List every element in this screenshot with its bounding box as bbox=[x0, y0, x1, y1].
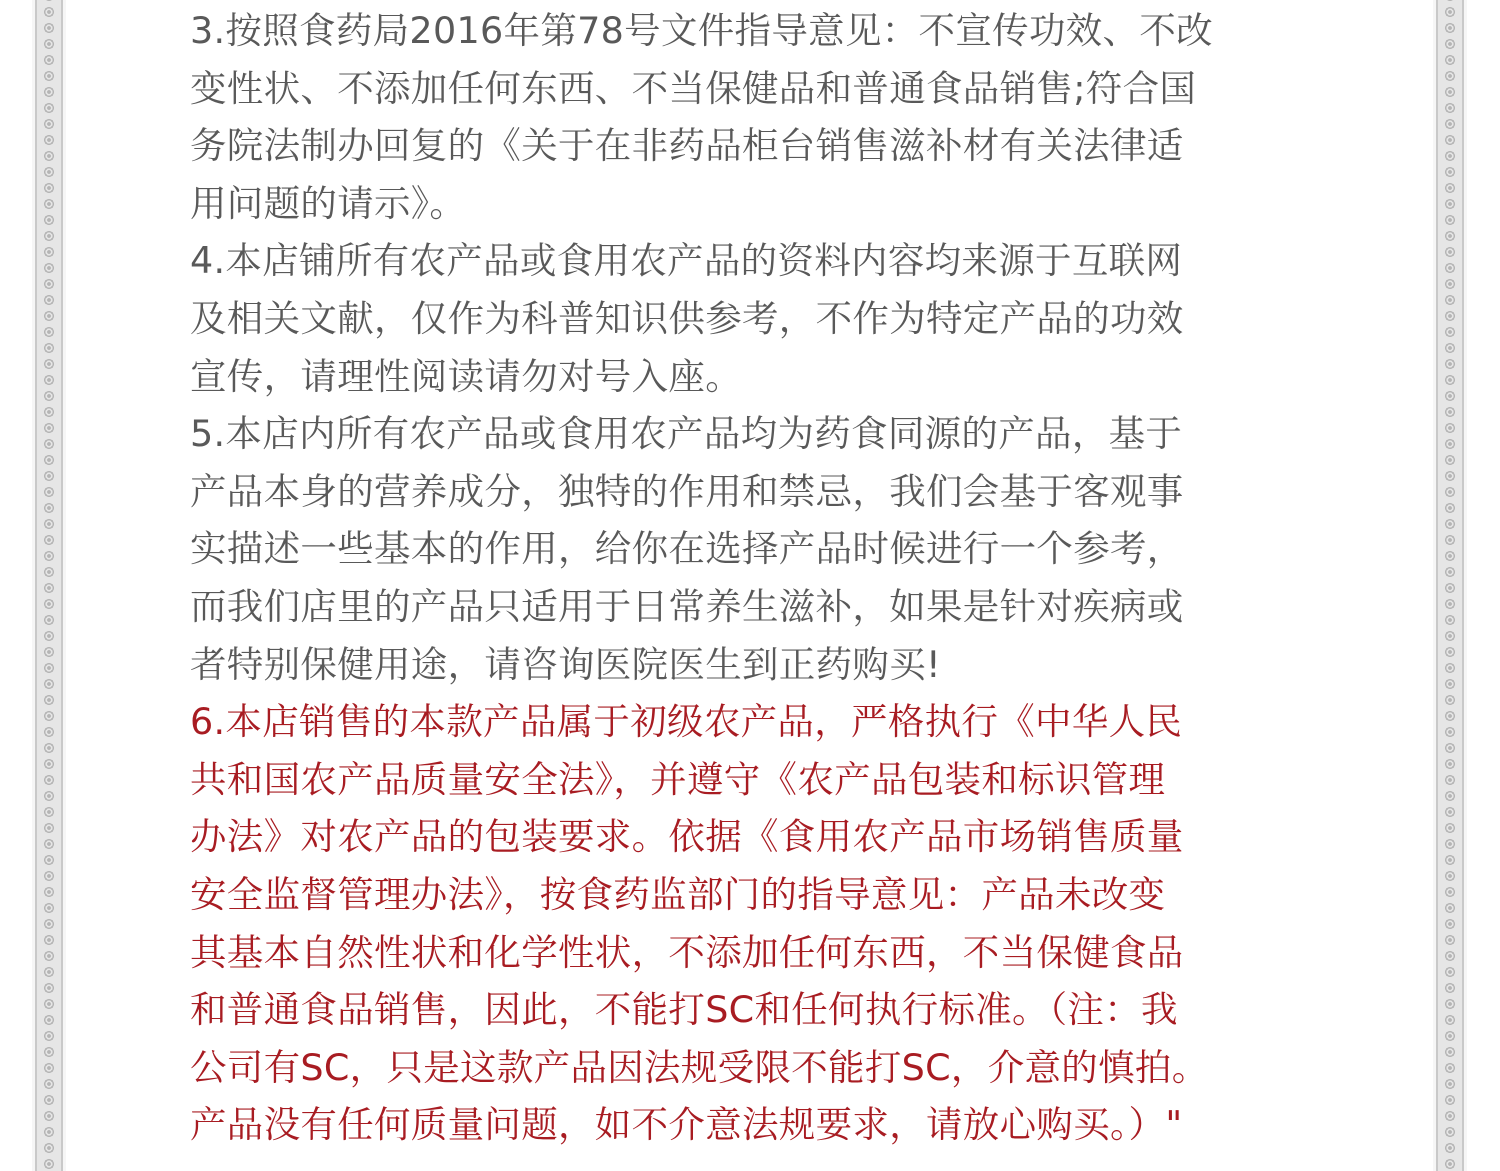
text-line: 变性状、不添加任何东西、不当保健品和普通食品销售;符合国 bbox=[190, 66, 1197, 110]
notice-content bbox=[190, 2, 1325, 1154]
text-line: 宣传，请理性阅读请勿对号入座。 bbox=[190, 354, 742, 398]
notice-item-4 bbox=[190, 232, 1325, 405]
notice-item-3 bbox=[190, 2, 1325, 232]
text-line: 务院法制办回复的《关于在非药品柜台销售滋补材有关法律适 bbox=[190, 124, 1184, 168]
text-line: 者特别保健用途，请咨询医院医生到正药购买! bbox=[190, 642, 941, 686]
text-line: 其基本自然性状和化学性状，不添加任何东西，不当保健食品 bbox=[190, 930, 1184, 974]
text-line: 及相关文献，仅作为科普知识供参考，不作为特定产品的功效 bbox=[190, 296, 1184, 340]
text-line: 用问题的请示》。 bbox=[190, 181, 467, 225]
text-line: 而我们店里的产品只适用于日常养生滋补，如果是针对疾病或 bbox=[190, 584, 1184, 628]
text-line: 产品没有任何质量问题，如不介意法规要求，请放心购买。）" bbox=[190, 1103, 1183, 1147]
text-line: 和普通食品销售，因此，不能打SC和任何执行标准。（注：我 bbox=[190, 988, 1178, 1032]
text-line: 产品本身的营养成分，独特的作用和禁忌，我们会基于客观事 bbox=[190, 469, 1184, 513]
text-line: 4.本店铺所有农产品或食用农产品的资料内容均来源于互联网 bbox=[190, 239, 1183, 283]
text-line: 共和国农产品质量安全法》，并遵守《农产品包装和标识管理 bbox=[190, 757, 1166, 801]
decorative-border-left bbox=[32, 0, 66, 1171]
text-line: 3.按照食药局2016年第78号文件指导意见：不宣传功效、不改 bbox=[190, 9, 1213, 52]
text-line: 安全监督管理办法》，按食药监部门的指导意见：产品未改变 bbox=[190, 872, 1166, 916]
text-line: 公司有SC，只是这款产品因法规受限不能打SC，介意的慎拍。 bbox=[190, 1045, 1209, 1089]
text-line: 实描述一些基本的作用，给你在选择产品时候进行一个参考， bbox=[190, 527, 1184, 571]
text-line: 办法》对农产品的包装要求。依据《食用农产品市场销售质量 bbox=[190, 815, 1184, 859]
text-line: 6.本店销售的本款产品属于初级农产品，严格执行《中华人民 bbox=[190, 700, 1183, 744]
text-line: 5.本店内所有农产品或食用农产品均为药食同源的产品，基于 bbox=[190, 412, 1183, 456]
decorative-border-right bbox=[1433, 0, 1467, 1171]
notice-item-5 bbox=[190, 405, 1325, 693]
notice-item-6-highlighted bbox=[190, 693, 1325, 1154]
